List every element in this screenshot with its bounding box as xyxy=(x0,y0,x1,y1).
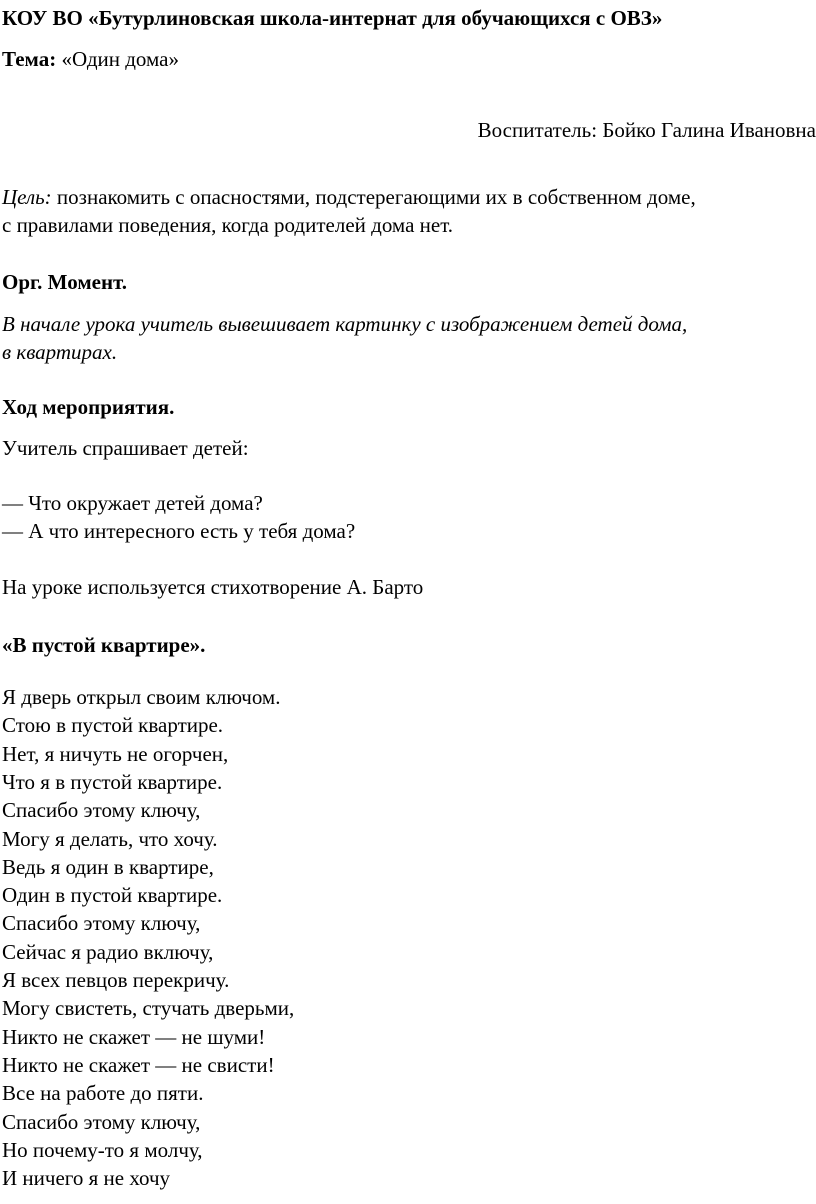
poem-line: Могу свистеть, стучать дверьми, xyxy=(2,996,295,1020)
org-heading: Орг. Момент. xyxy=(2,270,128,294)
org-line-2: в квартирах. xyxy=(2,340,118,364)
poem-line: И ничего я не хочу xyxy=(2,1166,171,1190)
poem-line: Что я в пустой квартире. xyxy=(2,770,223,794)
poem-line: Могу я делать, что хочу. xyxy=(2,827,218,851)
poem-line: Спасибо этому ключу, xyxy=(2,1110,201,1134)
goal-text-1: познакомить с опасностями, подстерегающими их в собственном доме, xyxy=(51,185,696,209)
school-title: КОУ ВО «Бутурлиновская школа-интернат для обучающихся с ОВЗ» xyxy=(2,6,663,30)
poem-line: Стою в пустой квартире. xyxy=(2,713,224,737)
poem-line: Я всех певцов перекричу. xyxy=(2,968,230,992)
poem-line: Спасибо этому ключу, xyxy=(2,798,201,822)
poem-line: Нет, я ничуть не огорчен, xyxy=(2,742,229,766)
poem-line: Спасибо этому ключу, xyxy=(2,911,201,935)
topic-value: «Один дома» xyxy=(56,47,179,71)
question-2: — А что интересного есть у тебя дома? xyxy=(2,519,356,543)
poem-title: «В пустой квартире». xyxy=(2,633,206,657)
goal-line-1 xyxy=(2,183,696,211)
poem-line: Ведь я один в квартире, xyxy=(2,855,214,879)
org-line-1: В начале урока учитель вывешивает картинку с изображением детей дома, xyxy=(2,312,688,336)
goal-label: Цель: xyxy=(2,185,52,209)
poem-line: Один в пустой квартире. xyxy=(2,883,223,907)
teacher-name: Воспитатель: Бойко Галина Ивановна xyxy=(477,118,816,142)
poem-line: Все на работе до пяти. xyxy=(2,1081,204,1105)
goal-line-2: с правилами поведения, когда родителей дома нет. xyxy=(2,213,454,237)
poem-line: Сейчас я радио включу, xyxy=(2,940,214,964)
question-1: — Что окружает детей дома? xyxy=(2,491,263,515)
topic-line xyxy=(2,45,179,73)
poem-line: Но почему-то я молчу, xyxy=(2,1138,203,1162)
event-heading: Ход мероприятия. xyxy=(2,395,175,419)
topic-label: Тема: xyxy=(2,47,57,71)
poem-line: Никто не скажет — не свисти! xyxy=(2,1053,275,1077)
teacher-asks: Учитель спрашивает детей: xyxy=(2,436,249,460)
poem-line: Никто не скажет — не шуми! xyxy=(2,1025,266,1049)
poem-line: Я дверь открыл своим ключом. xyxy=(2,685,281,709)
poem-intro: На уроке используется стихотворение А. Барто xyxy=(2,575,424,599)
